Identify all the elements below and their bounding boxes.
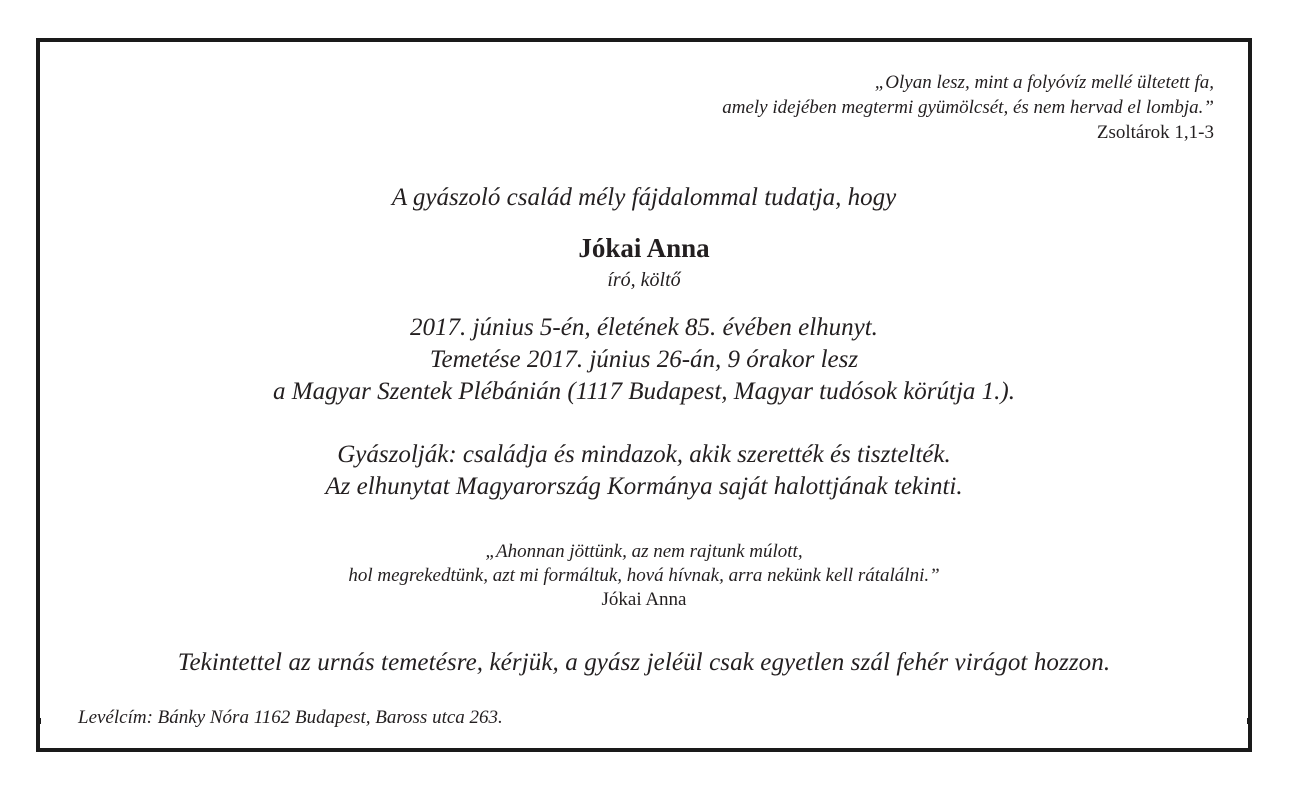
announcement-intro: A gyászoló család mély fájdalommal tudatja, hogy bbox=[391, 184, 897, 211]
deceased-title: író, költő bbox=[607, 269, 681, 291]
author-quote bbox=[40, 540, 1248, 612]
funeral-date-line: Temetése 2017. június 26-án, 9 órakor lesz bbox=[429, 346, 859, 373]
bible-quote-source: Zsoltárok 1,1-3 bbox=[1096, 122, 1214, 143]
death-date-line: 2017. június 5-én, életének 85. évében elhunyt. bbox=[410, 314, 878, 341]
mourners-line-2: Az elhunytat Magyarország Kormánya saját halottjának tekinti. bbox=[325, 473, 963, 500]
bible-quote-line-2: amely idejében megtermi gyümölcsét, és nem hervad el lombja.” bbox=[722, 97, 1214, 118]
frame-mark-left bbox=[36, 718, 41, 724]
deceased-name: Jókai Anna bbox=[578, 233, 710, 263]
funeral-location-line: a Magyar Szentek Plébánián (1117 Budapest, Magyar tudósok körútja 1.). bbox=[273, 378, 1015, 405]
bible-quote bbox=[722, 70, 1214, 145]
author-quote-line-2: hol megrekedtünk, azt mi formáltuk, hová hívnak, arra nekünk kell rátalálni.” bbox=[348, 565, 940, 586]
bible-quote-line-1: „Olyan lesz, mint a folyóvíz mellé ültetett fa, bbox=[874, 72, 1214, 93]
notice-frame bbox=[36, 38, 1252, 752]
frame-mark-right bbox=[1247, 718, 1252, 724]
mourners-line-1: Gyászolják: családja és mindazok, akik szerették és tisztelték. bbox=[337, 441, 951, 468]
mourners bbox=[40, 439, 1248, 503]
funeral-details bbox=[40, 312, 1248, 408]
author-quote-line-1: „Ahonnan jöttünk, az nem rajtunk múlott, bbox=[485, 541, 803, 562]
flower-request: Tekintettel az urnás temetésre, kérjük, a gyász jeléül csak egyetlen szál fehér virágot hozzon. bbox=[177, 649, 1111, 676]
author-quote-attribution: Jókai Anna bbox=[601, 589, 687, 610]
mailing-address: Levélcím: Bánky Nóra 1162 Budapest, Baross utca 263. bbox=[78, 707, 503, 728]
